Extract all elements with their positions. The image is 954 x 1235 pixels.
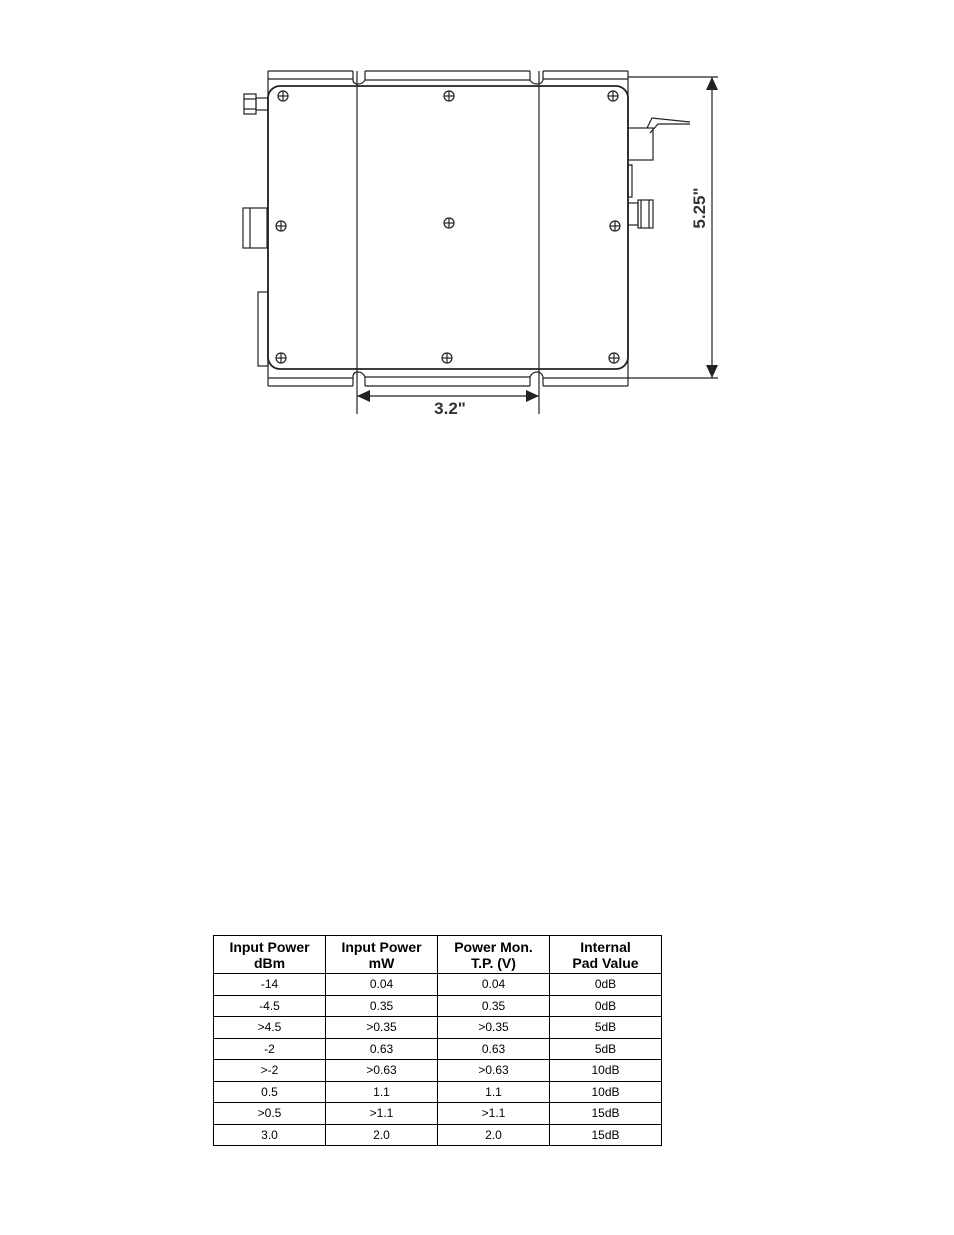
table-cell: 15dB: [550, 1103, 662, 1125]
table-cell: 0.63: [326, 1038, 438, 1060]
table-cell: 0.35: [438, 995, 550, 1017]
header-internal-pad: Internal Pad Value: [550, 936, 662, 974]
table-row: [214, 1103, 662, 1125]
table-cell: >0.35: [438, 1017, 550, 1039]
table-cell: >4.5: [214, 1017, 326, 1039]
arrow-down-icon: [706, 365, 718, 378]
table-row: [214, 995, 662, 1017]
arrow-left-icon: [357, 390, 370, 402]
table-row: [214, 974, 662, 996]
table-row: [214, 1060, 662, 1082]
table-cell: >0.5: [214, 1103, 326, 1125]
power-pad-table: [213, 935, 662, 1146]
table-cell: 0.35: [326, 995, 438, 1017]
table-row: [214, 1124, 662, 1146]
table-cell: -4.5: [214, 995, 326, 1017]
table-cell: >0.63: [438, 1060, 550, 1082]
table-cell: 15dB: [550, 1124, 662, 1146]
side-bracket-left: [258, 292, 268, 366]
mechanical-drawing: [0, 0, 954, 430]
rf-connector-left-icon: [244, 94, 268, 114]
table-cell: 0dB: [550, 995, 662, 1017]
table-cell: 1.1: [326, 1081, 438, 1103]
table-cell: 3.0: [214, 1124, 326, 1146]
screw-icons: [276, 91, 620, 363]
table-cell: 0.63: [438, 1038, 550, 1060]
header-power-mon: Power Mon. T.P. (V): [438, 936, 550, 974]
cable-connector-right-icon: [628, 118, 690, 197]
header-input-power-dbm: Input Power dBm: [214, 936, 326, 974]
table-cell: >-2: [214, 1060, 326, 1082]
table-row: [214, 1081, 662, 1103]
table-cell: 2.0: [438, 1124, 550, 1146]
table-cell: 5dB: [550, 1017, 662, 1039]
table-cell: 0.5: [214, 1081, 326, 1103]
table-cell: 0dB: [550, 974, 662, 996]
table-cell: 1.1: [438, 1081, 550, 1103]
table-cell: >0.63: [326, 1060, 438, 1082]
table-cell: 2.0: [326, 1124, 438, 1146]
height-label: 5.25": [690, 187, 709, 229]
arrow-right-icon: [526, 390, 539, 402]
table-cell: >0.35: [326, 1017, 438, 1039]
table-cell: >1.1: [438, 1103, 550, 1125]
rf-connector-right-icon: [628, 200, 653, 228]
table-cell: 0.04: [326, 974, 438, 996]
table-row: [214, 1017, 662, 1039]
table-cell: 10dB: [550, 1060, 662, 1082]
table-cell: -2: [214, 1038, 326, 1060]
header-input-power-mw: Input Power mW: [326, 936, 438, 974]
table-header-row: [214, 936, 662, 974]
width-label: 3.2": [434, 399, 466, 418]
table-cell: 5dB: [550, 1038, 662, 1060]
table-row: [214, 1038, 662, 1060]
arrow-up-icon: [706, 77, 718, 90]
table-cell: >1.1: [326, 1103, 438, 1125]
table-cell: 10dB: [550, 1081, 662, 1103]
table-cell: -14: [214, 974, 326, 996]
power-connector-left-icon: [243, 208, 267, 248]
table-cell: 0.04: [438, 974, 550, 996]
